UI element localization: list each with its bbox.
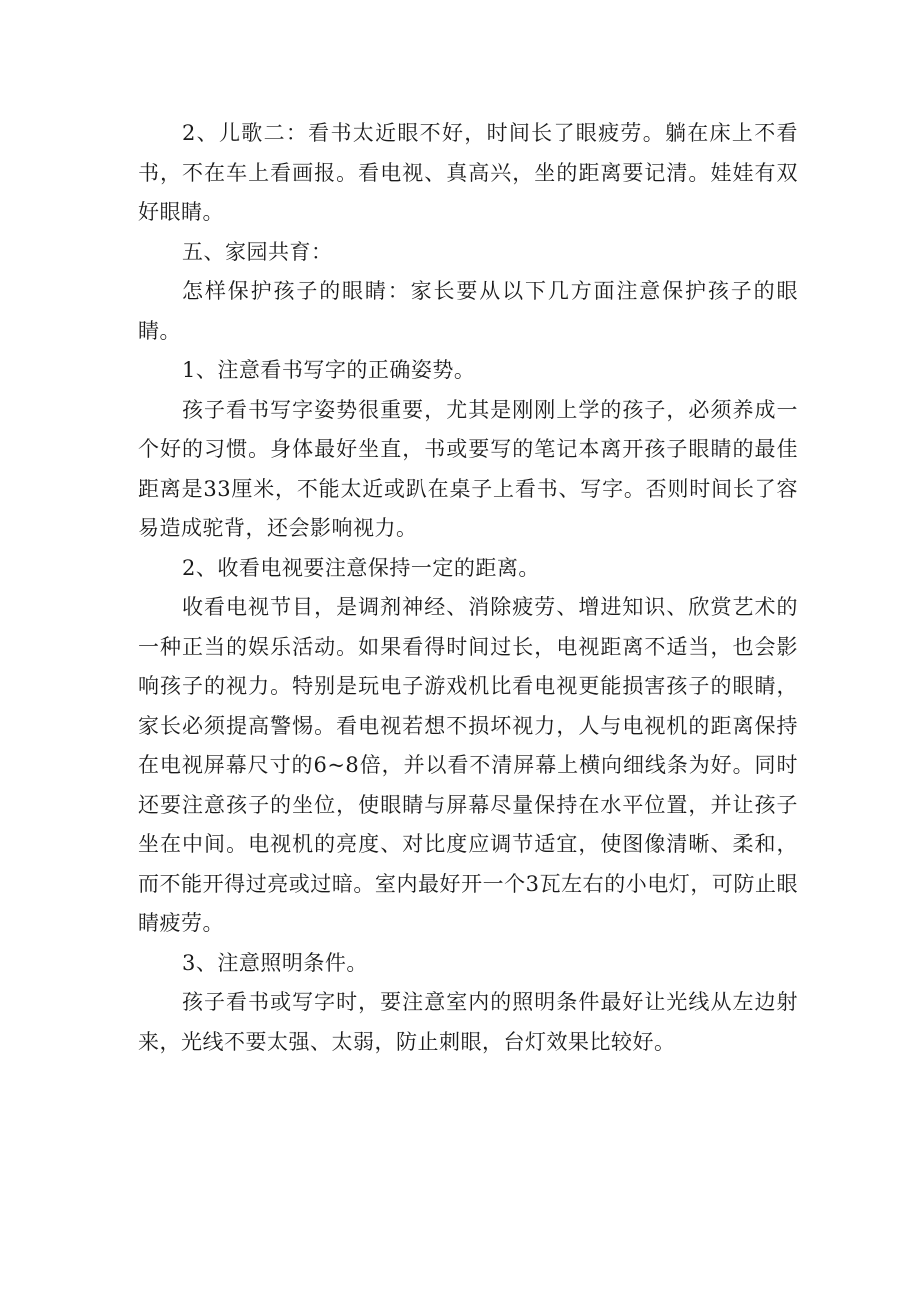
item-heading-lighting: 3、注意照明条件。 <box>182 950 368 975</box>
paragraph-how-to-protect-eyes: 怎样保护孩子的眼睛：家长要从以下几方面注意保护孩子的眼睛。 <box>138 279 798 343</box>
paragraph-children-song-two: 2、儿歌二：看书太近眼不好，时间长了眼疲劳。躺在床上不看书，不在车上看画报。看电视、真高兴，坐的距离要记清。娃娃有双好眼睛。 <box>138 121 798 224</box>
paragraph-tv-distance: 收看电视节目，是调剂神经、消除疲劳、增进知识、欣赏艺术的一种正当的娱乐活动。如果看得时间过长，电视距离不适当，也会影响孩子的视力。特别是玩电子游戏机比看电视更能损害孩子的眼睛，家长必须提高警惕。看电视若想不损坏视力，人与电视机的距离保持在电视屏幕尺寸的6~8倍，并以看不清屏幕上横向细线条为好。同时还要注意孩子的坐位，使眼睛与屏幕尽量保持在水平位置，并让孩子坐在中间。电视机的亮度、对比度应调节适宜，使图像清晰、柔和，而不能开得过亮或过暗。室内最好开一个3瓦左右的小电灯，可防止眼睛疲劳。 <box>138 595 798 935</box>
paragraph-posture: 孩子看书写字姿势很重要，尤其是刚刚上学的孩子，必须养成一个好的习惯。身体最好坐直，书或要写的笔记本离开孩子眼睛的最佳距离是33厘米，不能太近或趴在桌子上看书、写字。否则时间长了容易造成驼背，还会影响视力。 <box>138 397 798 540</box>
item-heading-posture: 1、注意看书写字的正确姿势。 <box>182 358 476 382</box>
section-heading-home-school: 五、家园共育： <box>182 239 333 264</box>
item-heading-tv-distance: 2、收看电视要注意保持一定的距离。 <box>182 555 540 580</box>
document-body <box>138 114 798 1062</box>
paragraph-lighting: 孩子看书或写字时，要注意室内的照明条件最好让光线从左边射来，光线不要太强、太弱，防止刺眼，台灯效果比较好。 <box>138 990 798 1054</box>
